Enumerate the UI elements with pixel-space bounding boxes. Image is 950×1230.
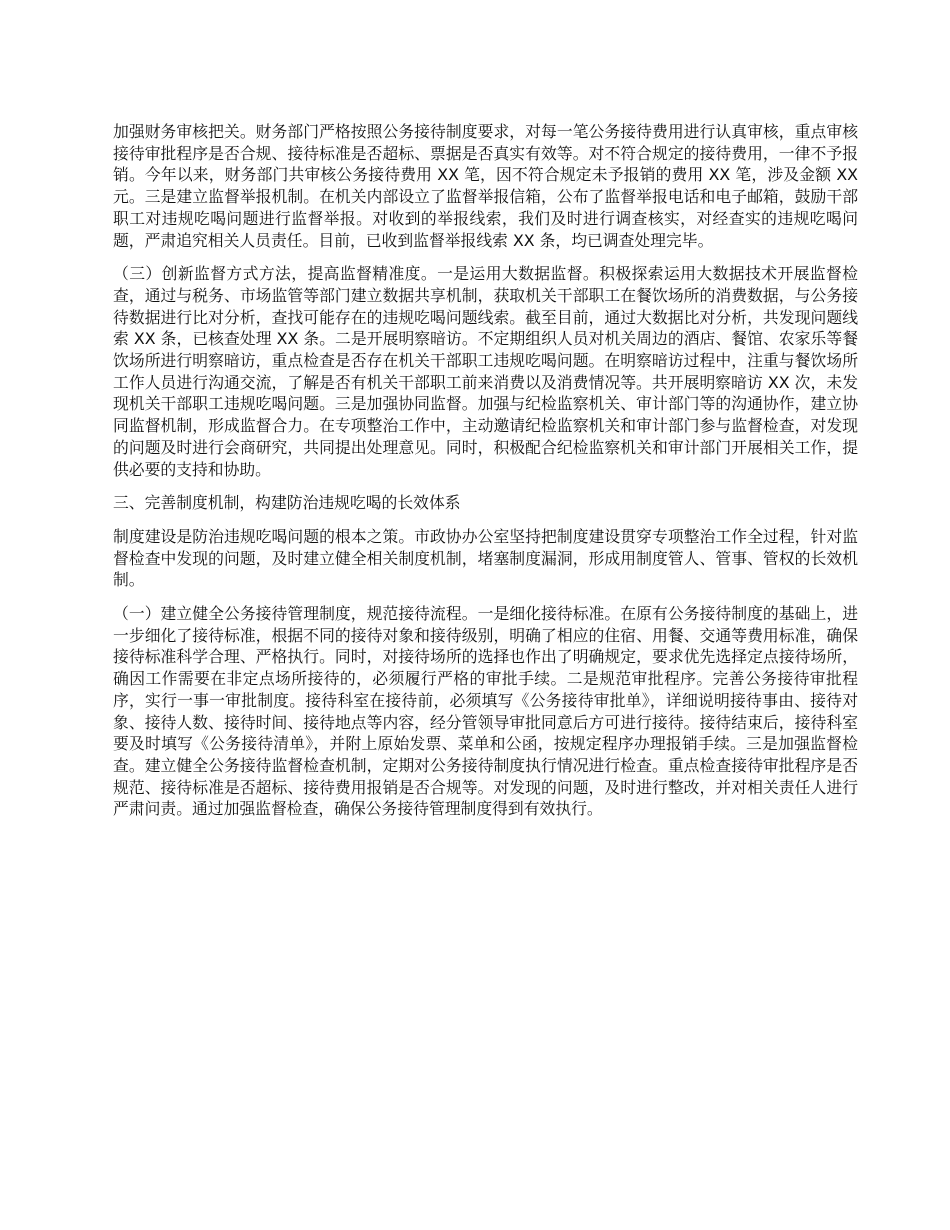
- paragraph-system-building: 制度建设是防治违规吃喝问题的根本之策。市政协办公室坚持把制度建设贯穿专项整治工作全过程，针对监督检查中发现的问题，及时建立健全相关制度机制，堵塞制度漏洞，形成用制度管人、管事、管权的长效机制。: [113, 526, 858, 590]
- section-heading: 三、完善制度机制，构建防治违规吃喝的长效体系: [113, 493, 461, 513]
- document-page: [113, 121, 858, 832]
- paragraph-financial-review: 加强财务审核把关。财务部门严格按照公务接待制度要求，对每一笔公务接待费用进行认真审核，重点审核接待审批程序是否合规、接待标准是否超标、票据是否真实有效等。对不符合规定的接待费用，一律不予报销。今年以来，财务部门共审核公务接待费用 XX 笔，因不符合规定未予报销的费用 XX 笔，涉及金额 XX 元。三是建立监督举报机制。在机关内部设立了监督举报信箱，公布了监督举报电话和电子邮箱，鼓励干部职工对违规吃喝问题进行监督举报。对收到的举报线索，我们及时进行调查核实，对经查实的违规吃喝问题，严肃追究相关人员责任。目前，已收到监督举报线索 XX 条，均已调查处理完毕。: [113, 122, 858, 250]
- paragraph-reception-management: （一）建立健全公务接待管理制度，规范接待流程。一是细化接待标准。在原有公务接待制度的基础上，进一步细化了接待标准，根据不同的接待对象和接待级别，明确了相应的住宿、用餐、交通等费用标准，确保接待标准科学合理、严格执行。同时，对接待场所的选择也作出了明确规定，要求优先选择定点接待场所，确因工作需要在非定点场所接待的，必须履行严格的审批手续。二是规范审批程序。完善公务接待审批程序，实行一事一审批制度。接待科室在接待前，必须填写《公务接待审批单》，详细说明接待事由、接待对象、接待人数、接待时间、接待地点等内容，经分管领导审批同意后方可进行接待。接待结束后，接待科室要及时填写《公务接待清单》，并附上原始发票、菜单和公函，按规定程序办理报销手续。三是加强监督检查。建立健全公务接待监督检查机制，定期对公务接待制度执行情况进行检查。重点检查接待审批程序是否规范、接待标准是否超标、接待费用报销是否合规等。对发现的问题，及时进行整改，并对相关责任人进行严肃问责。通过加强监督检查，确保公务接待管理制度得到有效执行。: [113, 604, 858, 819]
- paragraph-supervision-methods: （三）创新监督方式方法，提高监督精准度。一是运用大数据监督。积极探索运用大数据技术开展监督检查，通过与税务、市场监管等部门建立数据共享机制，获取机关干部职工在餐饮场所的消费数据，与公务接待数据进行比对分析，查找可能存在的违规吃喝问题线索。截至目前，通过大数据比对分析，共发现问题线索 XX 条，已核查处理 XX 条。二是开展明察暗访。不定期组织人员对机关周边的酒店、餐馆、农家乐等餐饮场所进行明察暗访，重点检查是否存在机关干部职工违规吃喝问题。在明察暗访过程中，注重与餐饮场所工作人员进行沟通交流，了解是否有机关干部职工前来消费以及消费情况等。共开展明察暗访 XX 次，未发现机关干部职工违规吃喝问题。三是加强协同监督。加强与纪检监察机关、审计部门等的沟通协作，建立协同监督机制，形成监督合力。在专项整治工作中，主动邀请纪检监察机关和审计部门参与监督检查，对发现的问题及时进行会商研究，共同提出处理意见。同时，积极配合纪检监察机关和审计部门开展相关工作，提供必要的支持和协助。: [113, 264, 858, 479]
